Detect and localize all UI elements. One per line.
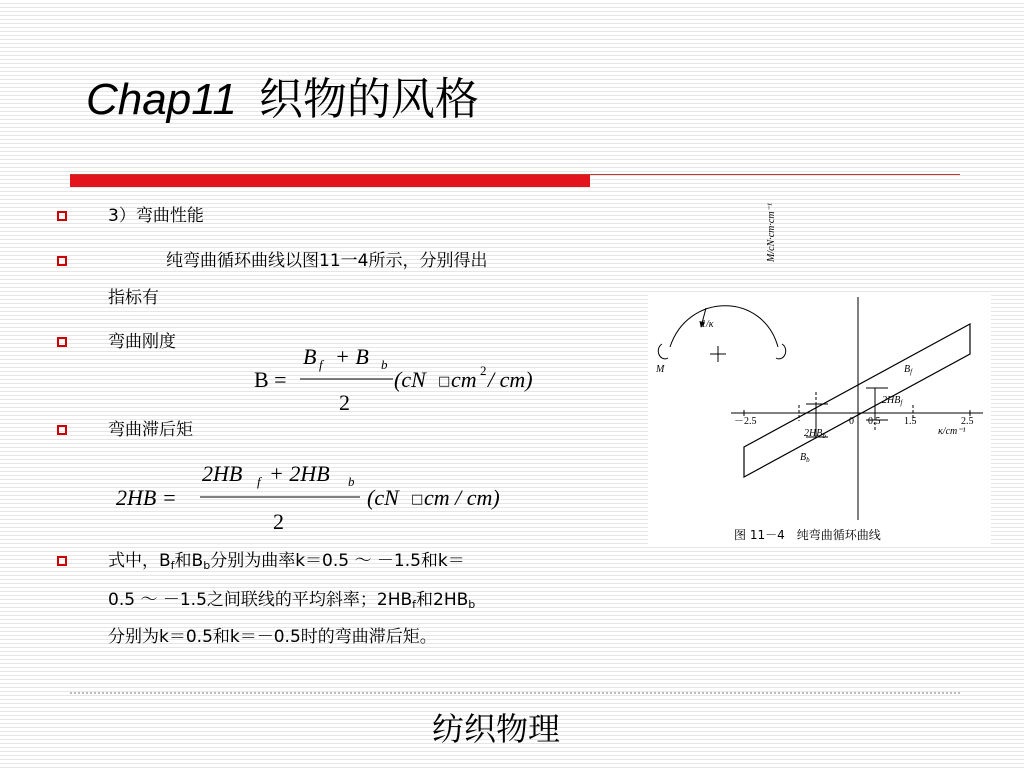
formula2-lhs: 2HB = [116, 485, 177, 510]
x-tick-label: 1.5 [904, 416, 917, 427]
formula2-unit-open: (cN [367, 485, 399, 510]
x-axis-label: κ/cm⁻¹ [938, 426, 966, 437]
x-tick-label: 0 [849, 416, 854, 427]
label-bb: $B_b$ [800, 452, 810, 464]
label-bf: $B_f$ [904, 364, 913, 376]
formula1-numerator-bf-sub: f [319, 357, 323, 372]
figure-bending-cycle [648, 203, 991, 545]
bullet-marker [57, 211, 67, 221]
bullet-bending-hysteresis: 弯曲滞后矩 [108, 420, 193, 440]
formula1-unit-box: □ [438, 374, 451, 389]
bullet-bending-properties: 3）弯曲性能 [108, 206, 204, 226]
formula-bending-rigidity [248, 338, 568, 420]
formula2-unit-rest: cm / cm) [424, 485, 500, 510]
moment-label: M [656, 364, 665, 375]
x-tick-label: 0.5 [868, 416, 881, 427]
formula2-numerator-hbb: + 2HB [269, 461, 330, 486]
formula2-numerator-hbb-sub: b [348, 474, 355, 489]
x-tick-label: －2.5 [734, 416, 757, 427]
y-axis-label: M/cN·cm·cm⁻¹ [766, 203, 777, 262]
footer-course-name: 纺织物理 [432, 710, 561, 748]
formula1-numerator-bb: + B [335, 344, 369, 369]
bullet-cycle-curve-line1: 纯弯曲循环曲线以图11一4所示，分别得出 [166, 251, 488, 271]
formula1-numerator-bf: B [303, 344, 317, 369]
bullet-definitions-line1: 式中，$B_f$和$B_b$分别为曲率k＝0.5 ～ －1.5和k＝ [108, 551, 465, 572]
curvature-label: 1/κ [701, 319, 714, 330]
formula1-unit-close: / cm) [488, 367, 533, 392]
formula1-numerator-bb-sub: b [381, 357, 388, 372]
slide-title [86, 76, 479, 124]
label-2hbf: $2HB_f$ [882, 395, 903, 407]
bullet-bending-rigidity: 弯曲刚度 [108, 332, 176, 352]
figure-caption: 图 11－4 纯弯曲循环曲线 [734, 528, 881, 542]
formula2-unit-box: □ [411, 492, 424, 507]
formula1-denominator: 2 [339, 390, 350, 415]
label-2hbb: $2HB_b$ [804, 428, 826, 440]
formula1-lhs: B = [254, 367, 287, 392]
formula2-denominator: 2 [273, 509, 284, 534]
formula1-unit-cm: cm [451, 367, 477, 392]
formula1-unit-exponent: 2 [480, 363, 487, 378]
moment-icon-left [658, 344, 668, 359]
title-chapter: Chap11 [86, 75, 237, 124]
bullet-marker [57, 556, 67, 566]
formula-bending-hysteresis [110, 455, 530, 540]
formula2-numerator-hbf: 2HB [202, 461, 243, 486]
formula1-unit-open: (cN [394, 367, 426, 392]
bullet-cycle-curve-line2: 指标有 [108, 288, 159, 308]
bullet-marker [57, 425, 67, 435]
bullet-marker [57, 256, 67, 266]
formula2-numerator-hbf-sub: f [257, 474, 261, 489]
title-topic: 织物的风格 [258, 74, 479, 125]
x-tick-label: 2.5 [961, 416, 974, 427]
bullet-definitions-line2: 0.5 ～ －1.5之间联线的平均斜率；$2HB_f$和$2HB_b$ [108, 590, 476, 611]
title-underline-thick [70, 175, 590, 187]
title-underline [70, 174, 960, 188]
bullet-definitions-line3: 分别为k＝0.5和k＝－0.5时的弯曲滞后矩。 [108, 627, 437, 647]
footer-divider [70, 692, 960, 694]
bullet-marker [57, 337, 67, 347]
bending-cycle-diagram [648, 203, 991, 545]
curvature-arc [670, 306, 778, 347]
